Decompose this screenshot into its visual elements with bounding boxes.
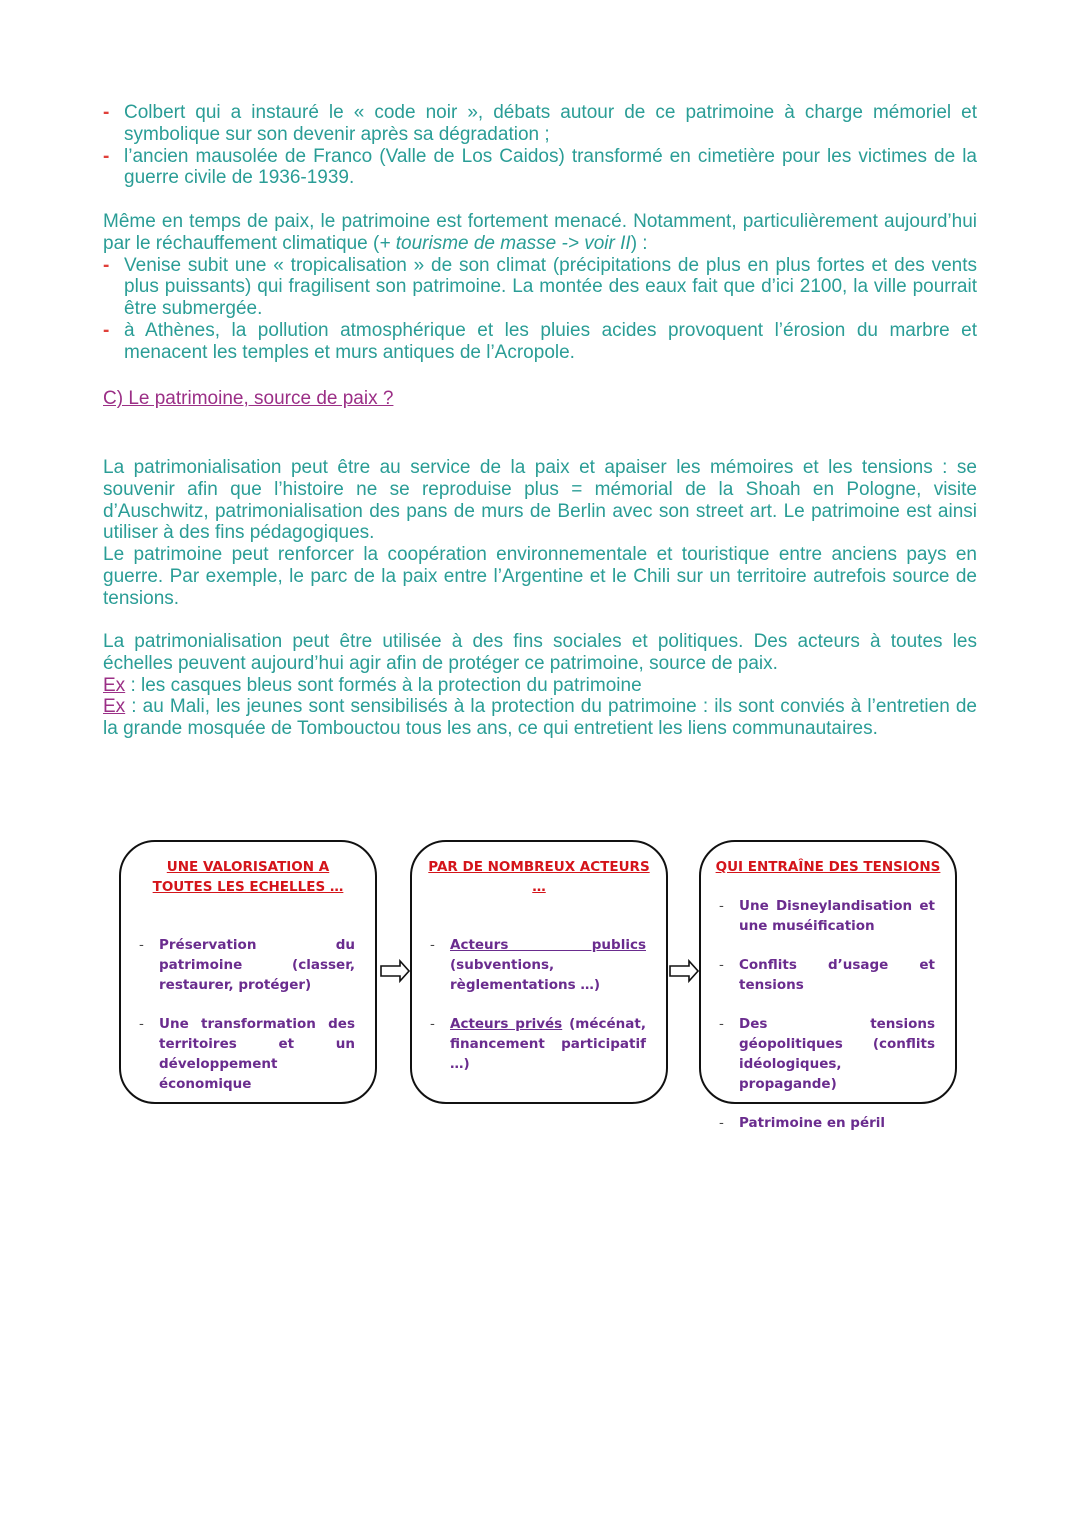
- top-bullet-list: [103, 102, 977, 189]
- section-c-social: [103, 631, 977, 740]
- box1-item-transformation: - Une transformation des territoires et un développement économique: [139, 1016, 355, 1092]
- paix-section: [103, 211, 977, 364]
- box3-item-conflits-usage: - Conflits d’usage et tensions: [719, 957, 935, 993]
- paix-intro: Même en temps de paix, le patrimoine est fortement menacé. Notamment, particulièrement aujourd’hui par le réchauffement climatique (+ tourisme de masse -> voir II) :: [103, 211, 977, 254]
- example-mali: Ex : au Mali, les jeunes sont sensibilisés à la protection du patrimoine : ils sont conviés à l’entretien de la grande mosquée de Tombouctou tous les ans, ce qui entretient les liens communautaires.: [103, 696, 977, 740]
- bullet-venise: - Venise subit une « tropicalisation » de son climat (précipitations de plus en plus fortes et des vents plus puissants) qui fragilisent son patrimoine. La montée des eaux fait que d’ici 2100, la ville pourrait être submergée.: [103, 254, 977, 320]
- double-arrow-right-icon: [669, 958, 699, 984]
- bullet-athenes: - à Athènes, la pollution atmosphérique et les pluies acides provoquent l’érosion du marbre et menacent les temples et murs antiques de l’Acropole.: [103, 319, 977, 363]
- box2-item-prives: - Acteurs privés (mécénat, financement participatif …): [430, 1016, 646, 1072]
- paragraph-memoire: La patrimonialisation peut être au service de la paix et apaiser les mémoires et les tensions : se souvenir afin que l’histoire ne se reproduise plus = mémorial de la Shoah en Pologne, visite d’Auschwitz, patrimonialisation des pans de murs de Berlin avec son street art. Le patrimoine est ainsi utiliser à des fins pédagogiques.: [103, 457, 977, 544]
- example-casques-bleus: Ex : les casques bleus sont formés à la protection du patrimoine: [103, 674, 642, 696]
- bullet-franco: - l’ancien mausolée de Franco (Valle de Los Caidos) transformé en cimetière pour les victimes de la guerre civile de 1936-1939.: [103, 145, 977, 189]
- box2-item-publics: - Acteurs publics (subventions, règlementations …): [430, 937, 646, 993]
- box3-item-disneylandisation: - Une Disneylandisation et une muséification: [719, 898, 935, 934]
- section-c-body: [103, 457, 977, 610]
- double-arrow-right-icon: [380, 958, 410, 984]
- section-c-heading: C) Le patrimoine, source de paix ?: [103, 388, 394, 409]
- bullet-colbert: - Colbert qui a instauré le « code noir », débats autour de ce patrimoine à charge mémoriel et symbolique sur son devenir après sa dégradation ;: [103, 102, 977, 145]
- box-title-acteurs: PAR DE NOMBREUX ACTEURS …: [428, 859, 650, 895]
- box-title-valorisation: UNE VALORISATION A TOUTES LES ECHELLES …: [152, 859, 344, 895]
- box1-item-preservation: - Préservation du patrimoine (classer, restaurer, protéger): [139, 937, 355, 993]
- box3-item-peril: - Patrimoine en péril: [719, 1115, 886, 1131]
- diagram-box-acteurs: [410, 840, 668, 1104]
- paragraph-social: La patrimonialisation peut être utilisée à des fins sociales et politiques. Des acteurs à toutes les échelles peuvent aujourd’hui agir afin de protéger ce patrimoine, source de paix.: [103, 631, 977, 674]
- paragraph-cooperation: Le patrimoine peut renforcer la coopération environnementale et touristique entre anciens pays en guerre. Par exemple, le parc de la paix entre l’Argentine et le Chili sur un territoire autrefois source de tensions.: [103, 544, 977, 609]
- diagram-box-tensions: [699, 840, 957, 1131]
- box3-item-geopolitiques: - Des tensions géopolitiques (conflits idéologiques, propagande): [719, 1016, 935, 1092]
- diagram-box-valorisation: [119, 840, 377, 1104]
- box-title-tensions: QUI ENTRAÎNE DES TENSIONS: [715, 859, 941, 875]
